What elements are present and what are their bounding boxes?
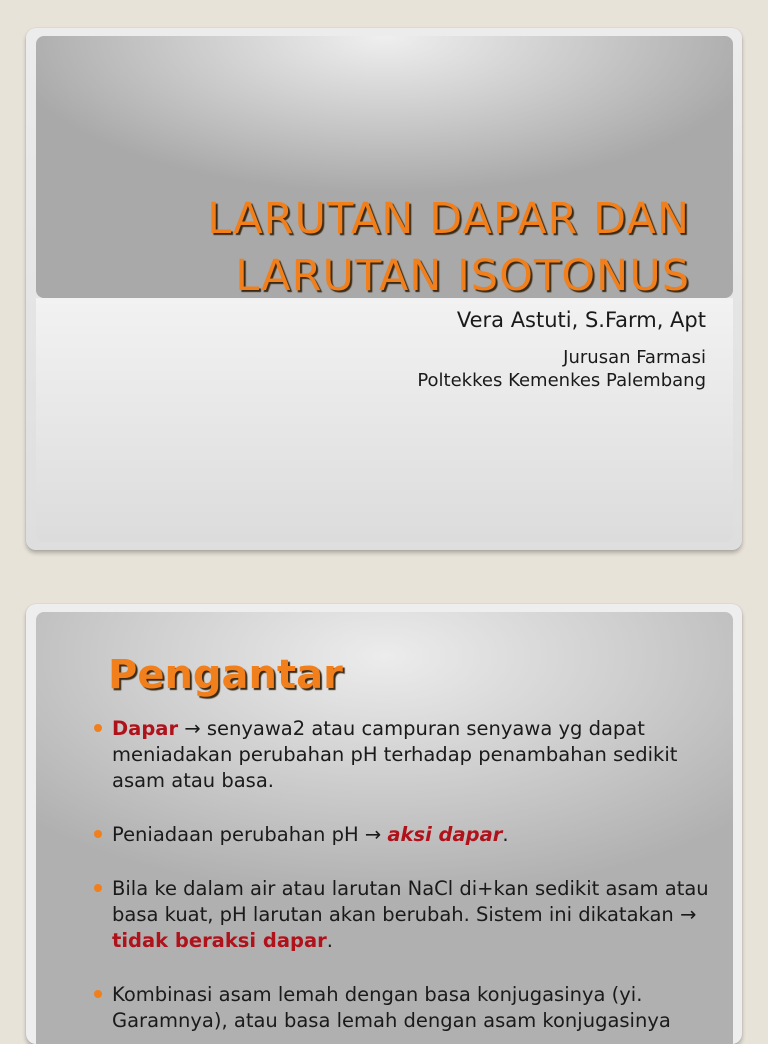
bullet-item bbox=[94, 822, 734, 848]
bullet-list bbox=[94, 716, 734, 1044]
bullet-term: Dapar bbox=[112, 717, 179, 740]
author-name: Vera Astuti, S.Farm, Apt bbox=[456, 308, 706, 332]
bullet-emphasis: tidak beraksi dapar bbox=[112, 929, 327, 952]
bullet-dot-icon bbox=[94, 990, 102, 998]
content-slide-background bbox=[36, 612, 733, 1044]
affiliation bbox=[417, 346, 706, 392]
bullet-item bbox=[94, 716, 734, 794]
bullet-text: Bila ke dalam air atau larutan NaCl di+kan sedikit asam atau basa kuat, pH larutan akan berubah. Sistem ini dikatakan → bbox=[112, 877, 709, 926]
bullet-tail: . bbox=[326, 929, 333, 952]
bullet-dot-icon bbox=[94, 724, 102, 732]
affiliation-institution: Poltekkes Kemenkes Palembang bbox=[417, 370, 706, 391]
slide-title: Pengantar bbox=[108, 652, 343, 698]
title-slide bbox=[26, 28, 742, 550]
presentation-title bbox=[207, 191, 690, 305]
bullet-tail: . bbox=[502, 823, 509, 846]
bullet-text: senyawa2 atau campuran senyawa yg dapat meniadakan perubahan pH terhadap penambahan sedikit asam atau basa. bbox=[112, 717, 678, 792]
bullet-dot-icon bbox=[94, 830, 102, 838]
title-line-2: LARUTAN ISOTONUS bbox=[235, 251, 690, 301]
bullet-arrow: → bbox=[178, 717, 207, 740]
affiliation-department: Jurusan Farmasi bbox=[563, 347, 706, 368]
bullet-item bbox=[94, 982, 734, 1034]
subtitle-band bbox=[36, 298, 733, 542]
bullet-text: Peniadaan perubahan pH → bbox=[112, 823, 388, 846]
bullet-dot-icon bbox=[94, 884, 102, 892]
bullet-text: Kombinasi asam lemah dengan basa konjugasinya (yi. Garamnya), atau basa lemah dengan asam konjugasinya bbox=[112, 983, 671, 1032]
bullet-emphasis: aksi dapar bbox=[387, 823, 503, 846]
bullet-item bbox=[94, 876, 734, 954]
content-slide bbox=[26, 604, 742, 1044]
title-line-1: LARUTAN DAPAR DAN bbox=[207, 194, 690, 244]
